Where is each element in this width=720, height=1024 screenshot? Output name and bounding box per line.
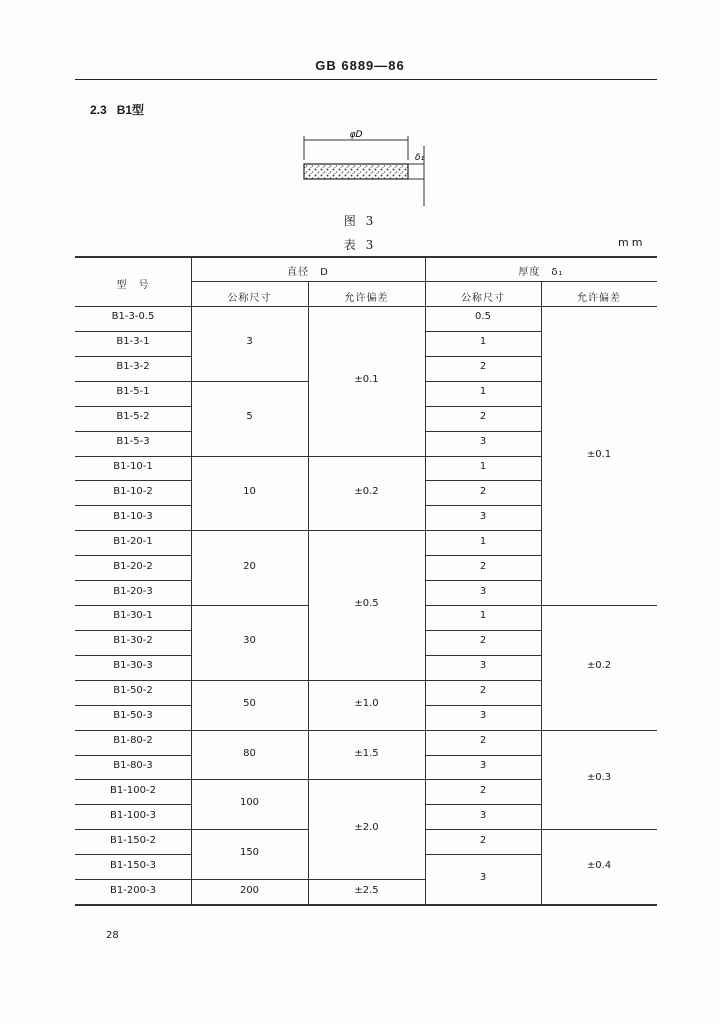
header-t-tolerance: 允许偏差 xyxy=(577,293,621,304)
diameter-nominal-cell-rule xyxy=(191,530,308,531)
header-model: 型 号 xyxy=(116,280,150,291)
thickness-row-rule xyxy=(425,730,541,731)
model-cell: B1-80-2 xyxy=(113,735,153,747)
thickness-nominal-cell: 2 xyxy=(479,685,487,697)
header-thickness: 厚度 δ₁ xyxy=(518,267,564,278)
row-rule-model xyxy=(75,480,191,481)
thickness-tolerance-cell-rule xyxy=(541,605,657,606)
thickness-row-rule xyxy=(425,630,541,631)
diameter-tolerance-cell-rule xyxy=(308,680,425,681)
thickness-tolerance-cell-rule xyxy=(541,730,657,731)
diameter-nominal-cell: 150 xyxy=(239,847,260,859)
thickness-row-rule xyxy=(425,804,541,805)
model-cell: B1-5-3 xyxy=(116,436,150,448)
thickness-nominal-cell: 1 xyxy=(479,610,487,622)
model-cell: B1-100-3 xyxy=(110,809,156,821)
model-cell: B1-10-1 xyxy=(113,460,153,472)
diameter-tolerance-cell: ±2.5 xyxy=(354,884,379,896)
thickness-row-rule xyxy=(425,356,541,357)
thickness-row-rule xyxy=(425,456,541,457)
thickness-nominal-cell: 1 xyxy=(479,460,487,472)
model-cell: B1-3-0.5 xyxy=(111,311,155,323)
thickness-row-rule xyxy=(425,580,541,581)
model-cell: B1-30-1 xyxy=(113,610,153,622)
thickness-tolerance-cell: ±0.1 xyxy=(586,448,612,460)
row-rule-model xyxy=(75,755,191,756)
model-cell: B1-80-3 xyxy=(113,759,153,771)
thickness-row-rule xyxy=(425,480,541,481)
header-diameter: 直径 D xyxy=(287,267,329,278)
row-rule-model xyxy=(75,505,191,506)
thickness-row-rule xyxy=(425,655,541,656)
row-rule-model xyxy=(75,879,191,880)
diameter-nominal-cell: 100 xyxy=(239,797,260,809)
thickness-row-rule xyxy=(425,381,541,382)
thickness-nominal-cell: 3 xyxy=(479,809,487,821)
diameter-nominal-cell: 30 xyxy=(243,635,256,647)
col-rule-t-nominal xyxy=(541,281,542,904)
thickness-row-rule xyxy=(425,555,541,556)
model-cell: B1-5-1 xyxy=(116,386,150,398)
model-cell: B1-30-3 xyxy=(113,660,153,672)
header-d-nominal: 公称尺寸 xyxy=(227,293,272,304)
model-cell: B1-20-3 xyxy=(113,585,153,597)
diameter-nominal-cell-rule xyxy=(191,829,308,830)
thickness-tolerance-cell: ±0.2 xyxy=(586,660,612,672)
table-bottom-rule xyxy=(75,904,657,906)
thickness-nominal-cell: 2 xyxy=(479,784,487,796)
row-rule-model xyxy=(75,431,191,432)
diameter-tolerance-cell: ±0.1 xyxy=(354,373,379,385)
thickness-nominal-cell: 2 xyxy=(479,635,487,647)
model-cell: B1-10-3 xyxy=(113,510,153,522)
thickness-row-rule xyxy=(425,530,541,531)
diameter-tolerance-cell: ±0.5 xyxy=(354,598,379,609)
standard-header: GB 6889—86 xyxy=(315,58,405,73)
diameter-nominal-cell: 10 xyxy=(243,485,256,497)
diameter-nominal-cell-rule xyxy=(191,381,308,382)
diameter-nominal-cell-rule xyxy=(191,680,308,681)
thickness-nominal-cell: 3 xyxy=(479,660,487,672)
table-unit: mm xyxy=(618,236,646,249)
thickness-tolerance-cell: ±0.4 xyxy=(586,859,612,871)
thickness-nominal-cell: 0.5 xyxy=(475,311,491,323)
thickness-row-rule xyxy=(425,680,541,681)
thickness-row-rule xyxy=(425,829,541,830)
model-cell: B1-50-2 xyxy=(113,685,153,697)
diameter-tolerance-cell: ±1.0 xyxy=(354,697,379,709)
thickness-nominal-cell: 2 xyxy=(479,361,487,373)
row-rule-model xyxy=(75,605,191,606)
thickness-nominal-cell: 2 xyxy=(479,735,487,747)
thickness-row-rule xyxy=(425,779,541,780)
thickness-row-rule xyxy=(425,854,541,855)
diameter-nominal-cell: 3 xyxy=(246,336,253,348)
model-cell: B1-3-1 xyxy=(116,336,150,348)
diameter-tolerance-cell-rule xyxy=(308,879,425,880)
row-rule-model xyxy=(75,580,191,581)
thickness-row-rule xyxy=(425,431,541,432)
row-rule-model xyxy=(75,655,191,656)
thickness-nominal-cell: 2 xyxy=(479,411,487,423)
thickness-row-rule xyxy=(425,505,541,506)
model-cell: B1-100-2 xyxy=(110,784,156,796)
thickness-nominal-cell: 3 xyxy=(479,759,487,771)
row-rule-model xyxy=(75,779,191,780)
model-cell: B1-20-2 xyxy=(113,560,153,572)
thickness-nominal-cell: 1 xyxy=(479,535,487,547)
row-rule-model xyxy=(75,406,191,407)
header-bottom-rule xyxy=(75,306,657,307)
diameter-tolerance-cell-rule xyxy=(308,779,425,780)
diameter-nominal-cell-rule xyxy=(191,879,308,880)
row-rule-model xyxy=(75,381,191,382)
diameter-tolerance-cell: ±0.2 xyxy=(354,485,379,497)
header-t-nominal: 公称尺寸 xyxy=(461,293,505,304)
thickness-nominal-cell: 2 xyxy=(479,834,487,846)
model-cell: B1-150-3 xyxy=(110,859,156,871)
diameter-tolerance-cell-rule xyxy=(308,456,425,457)
thickness-nominal-cell: 3 xyxy=(479,436,487,448)
thickness-nominal-cell: 1 xyxy=(479,386,487,398)
diameter-tolerance-cell-rule xyxy=(308,730,425,731)
diameter-nominal-cell: 50 xyxy=(243,697,256,709)
thickness-tolerance-cell-rule xyxy=(541,829,657,830)
diameter-nominal-cell: 20 xyxy=(243,560,256,572)
row-rule-model xyxy=(75,630,191,631)
row-rule-model xyxy=(75,680,191,681)
diameter-tolerance-cell-rule xyxy=(308,530,425,531)
section-title: B1型 xyxy=(116,103,145,117)
page-number: 28 xyxy=(106,930,119,941)
model-cell: B1-150-2 xyxy=(110,834,156,846)
thickness-row-rule xyxy=(425,605,541,606)
thickness-nominal-cell: 3 xyxy=(479,585,487,597)
thickness-nominal-cell: 2 xyxy=(479,485,487,497)
row-rule-model xyxy=(75,456,191,457)
model-cell: B1-3-2 xyxy=(116,361,150,373)
diameter-tolerance-cell: ±2.0 xyxy=(354,822,379,834)
thickness-nominal-cell: 1 xyxy=(479,336,487,348)
model-cell: B1-10-2 xyxy=(113,485,153,497)
section-number: 2.3 xyxy=(90,103,107,117)
thickness-nominal-cell: 2 xyxy=(479,560,487,572)
diameter-nominal-cell: 5 xyxy=(246,411,253,423)
model-cell: B1-50-3 xyxy=(113,710,153,722)
thickness-row-rule xyxy=(425,406,541,407)
row-rule-model xyxy=(75,331,191,332)
thickness-label: δ₁ xyxy=(415,153,425,163)
table-caption: 表 3 xyxy=(343,238,377,252)
thickness-tolerance-cell: ±0.3 xyxy=(586,772,612,784)
thickness-nominal-cell: 3 xyxy=(479,872,487,884)
row-rule-model xyxy=(75,705,191,706)
model-cell: B1-200-3 xyxy=(110,884,156,896)
thickness-row-rule xyxy=(425,755,541,756)
row-rule-model xyxy=(75,829,191,830)
row-rule-model xyxy=(75,730,191,731)
figure-caption: 图 3 xyxy=(343,214,377,228)
row-rule-model xyxy=(75,854,191,855)
model-cell: B1-20-1 xyxy=(113,535,153,547)
row-rule-model xyxy=(75,804,191,805)
thickness-nominal-cell: 3 xyxy=(479,710,487,722)
diameter-tolerance-cell: ±1.5 xyxy=(354,747,379,759)
table-top-rule xyxy=(75,256,657,258)
thickness-nominal-cell: 3 xyxy=(479,510,487,522)
diameter-label: φD xyxy=(349,130,363,140)
diameter-nominal-cell-rule xyxy=(191,730,308,731)
model-cell: B1-30-2 xyxy=(113,635,153,647)
thickness-row-rule xyxy=(425,705,541,706)
row-rule-model xyxy=(75,356,191,357)
diameter-nominal-cell-rule xyxy=(191,779,308,780)
header-divider xyxy=(191,281,657,282)
thickness-row-rule xyxy=(425,331,541,332)
row-rule-model xyxy=(75,530,191,531)
diameter-nominal-cell-rule xyxy=(191,456,308,457)
model-cell: B1-5-2 xyxy=(116,411,150,423)
diameter-nominal-cell: 200 xyxy=(239,884,260,896)
row-rule-model xyxy=(75,555,191,556)
diameter-nominal-cell: 80 xyxy=(243,747,256,759)
diameter-nominal-cell-rule xyxy=(191,605,308,606)
header-d-tolerance: 允许偏差 xyxy=(344,293,389,304)
